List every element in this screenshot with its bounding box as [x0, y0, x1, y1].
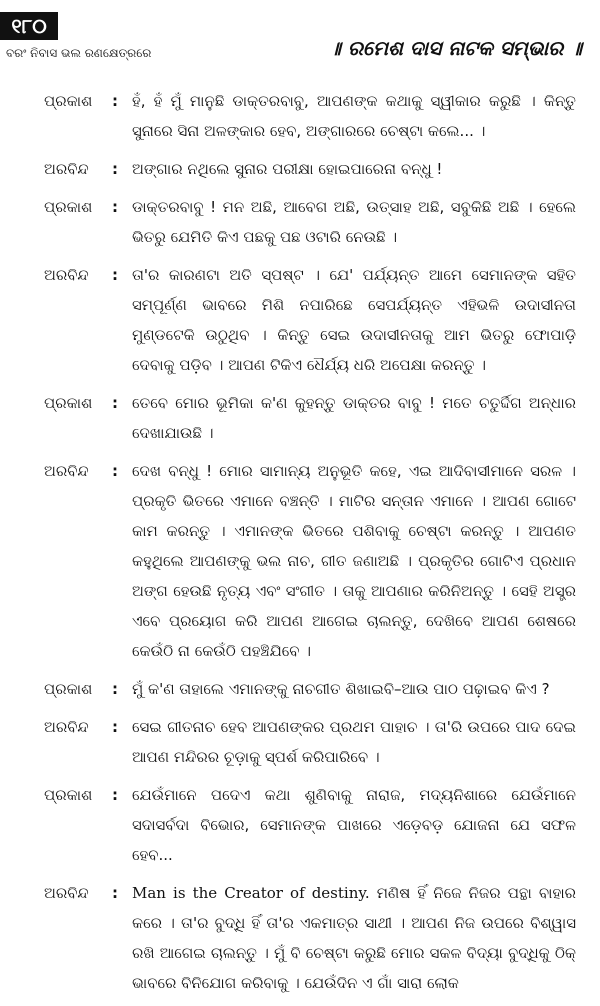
speech-text: ହଁ, ହଁ ମୁଁ ମାନୁଛି ଡାକ୍ତରବାବୁ, ଆପଣଙ୍କ କଥାକୁ ସ୍ୱୀକାର କରୁଛି । କିନ୍ତୁ ସୁନାରେ ସିନା ଅଳଙ୍କାର ହେବ, ଅଙ୍ଗାରରେ ଚେଷ୍ଟା କଲେ... ।	[132, 92, 576, 140]
series-title: ॥ ରମେଶ ଦାସ ନାଟକ ସମ୍ଭାର ॥	[328, 36, 582, 60]
colon-separator: :	[112, 718, 118, 736]
speech-text: ତା'ର କାରଣଟା ଅତି ସ୍ପଷ୍ଟ । ଯେ' ପର୍ଯ୍ୟନ୍ତ ଆମେ ସେମାନଙ୍କ ସହିତ ସମ୍ପୂର୍ଣ୍ଣ ଭାବରେ ମିଶି ନପାରିଛେ ସେପର୍ଯ୍ୟନ୍ତ ଏହିଭଳି ଉଦାସୀନତା ମୁଣ୍ଡଟେକି ଉଠୁଥିବ । କିନ୍ତୁ ସେଇ ଉଦାସୀନତାକୁ ଆମ ଭିତରୁ ଫୋପାଡ଼ି ଦେବାକୁ ପଡ଼ିବ । ଆପଣ ଟିକିଏ ଧୈର୍ଯ୍ୟ ଧରି ଅପେକ୍ଷା କରନ୍ତୁ ।	[132, 266, 576, 374]
speech-text-continuation: ମଣିଷ ହିଁ ନିଜେ ନିଜର ପନ୍ଥା ବାହାର କରେ । ତା'ର ବୁଦ୍ଧି ହିଁ ତା'ର ଏକମାତ୍ର ସାଥୀ । ଆପଣ ନିଜ ଉପରେ ବିଶ୍ୱାସ ରଖି ଆଗେଇ ଚାଲନ୍ତୁ । ମୁଁ ବି ଚେଷ୍ଟା କରୁଛି ମୋର ସକଳ ବିଦ୍ୟା ବୁଦ୍ଧିକୁ ଠିକ୍ ଭାବରେ ବିନିଯୋଗ କରିବାକୁ । ଯେଉଁଦିନ ଏ ଗାଁ ସାରା ଲୋକ	[132, 884, 576, 992]
dialogue-body	[0, 86, 600, 1006]
speaker-name: ଅରବିନ୍ଦ	[44, 266, 89, 284]
speaker-name: ପ୍ରକାଶ	[44, 680, 93, 698]
dialogue-line	[0, 260, 600, 380]
speaker-name: ଅରବିନ୍ଦ	[44, 160, 89, 178]
dialogue-line	[0, 192, 600, 252]
dialogue-line	[0, 86, 600, 146]
speech-text: ଡାକ୍ତରବାବୁ ! ମନ ଅଛି, ଆବେଗ ଅଛି, ଉତ୍ସାହ ଅଛି, ସବୁକିଛି ଅଛି । ହେଲେ ଭିତରୁ ଯେମିତି କିଏ ପଛକୁ ପଛ ଓଟାରି ନେଉଛି ।	[132, 198, 576, 246]
colon-separator: :	[112, 884, 118, 902]
colon-separator: :	[112, 198, 118, 216]
colon-separator: :	[112, 680, 118, 698]
page-number: ୧୮୦	[0, 12, 58, 40]
speaker-name: ଅରବିନ୍ଦ	[44, 718, 89, 736]
speech-text: ସେଇ ଗୀତନାଚ ହେବ ଆପଣଙ୍କର ପ୍ରଥମ ପାହାଚ । ତା'ରି ଉପରେ ପାଦ ଦେଇ ଆପଣ ମନ୍ଦିରର ଚୂଡ଼ାକୁ ସ୍ପର୍ଶ କରିପାରିବେ ।	[132, 718, 576, 766]
speech-text: ଅଙ୍ଗାର ନଥିଲେ ସୁନାର ପରୀକ୍ଷା ହୋଇପାରେନା ବନ୍ଧୁ !	[132, 160, 443, 178]
speaker-name: ଅରବିନ୍ଦ	[44, 884, 89, 902]
dialogue-line	[0, 712, 600, 772]
speaker-name: ଅରବିନ୍ଦ	[44, 462, 89, 480]
speaker-name: ପ୍ରକାଶ	[44, 198, 93, 216]
speaker-name: ପ୍ରକାଶ	[44, 394, 93, 412]
colon-separator: :	[112, 92, 118, 110]
speech-text: ମୁଁ କ'ଣ ତାହାଲେ ଏମାନଙ୍କୁ ନାଚଗୀତ ଶିଖାଇବି–ଆଉ ପାଠ ପଢ଼ାଇବ କିଏ ?	[132, 680, 550, 698]
dialogue-line	[0, 456, 600, 666]
dialogue-line	[0, 674, 600, 704]
colon-separator: :	[112, 394, 118, 412]
speech-text: ଯେଉଁମାନେ ପଦେଏ କଥା ଶୁଣିବାକୁ ନାରାଜ, ମଦ୍ୟନିଶାରେ ଯେଉଁମାନେ ସଦାସର୍ବଦା ବିଭୋର, ସେମାନଙ୍କ ପାଖରେ ଏଡ଼େବଡ଼ ଯୋଜନା ଯେ ସଫଳ ହେବ...	[132, 786, 576, 864]
speaker-name: ପ୍ରକାଶ	[44, 786, 93, 804]
dialogue-line	[0, 154, 600, 184]
english-quote: Man is the Creator of destiny.	[132, 884, 370, 902]
dialogue-line	[0, 388, 600, 448]
speech-text: ଦେଖ ବନ୍ଧୁ ! ମୋର ସାମାନ୍ୟ ଅନୁଭୂତି କହେ, ଏଇ ଆଦିବାସୀମାନେ ସରଳ । ପ୍ରକୃତି ଭିତରେ ଏମାନେ ବଞ୍ଚନ୍ତି । ମାଟିର ସନ୍ତାନ ଏମାନେ । ଆପଣ ଗୋଟେ କାମ କରନ୍ତୁ । ଏମାନଙ୍କ ଭିତରେ ପଶିବାକୁ ଚେଷ୍ଟା କରନ୍ତୁ । ଆପଣତ କହୁଥିଲେ ଆପଣଙ୍କୁ ଭଲ ନାଚ, ଗୀତ ଜଣାଅଛି । ପ୍ରକୃତିର ଗୋଟିଏ ପ୍ରଧାନ ଅଙ୍ଗ ହେଉଛି ନୃତ୍ୟ ଏବଂ ସଂଗୀତ । ତାକୁ ଆପଣାର କରିନିଅନ୍ତୁ । ସେହି ଅସ୍ତ୍ର ଏବେ ପ୍ରୟୋଗ କରି ଆପଣ ଆଗେଇ ଚାଲନ୍ତୁ, ଦେଖିବେ ଆପଣ ଶେଷରେ କେଉଁଠି ନା କେଉଁଠି ପହଞ୍ଚିଯିବେ ।	[132, 462, 576, 660]
dialogue-line	[0, 780, 600, 870]
dialogue-line	[0, 878, 600, 998]
book-title: ବରଂ ନିବାସ ଭଲ ରଣକ୍ଷେତ୍ରରେ	[6, 46, 152, 60]
speech-text	[132, 878, 600, 998]
colon-separator: :	[112, 160, 118, 178]
speaker-name: ପ୍ରକାଶ	[44, 92, 93, 110]
colon-separator: :	[112, 462, 118, 480]
colon-separator: :	[112, 266, 118, 284]
speech-text: ତେବେ ମୋର ଭୂମିକା କ'ଣ କୁହନ୍ତୁ ଡାକ୍ତର ବାବୁ ! ମତେ ଚତୁର୍ଦ୍ଦିଗ ଅନ୍ଧାର ଦେଖାଯାଉଛି ।	[132, 394, 576, 442]
colon-separator: :	[112, 786, 118, 804]
